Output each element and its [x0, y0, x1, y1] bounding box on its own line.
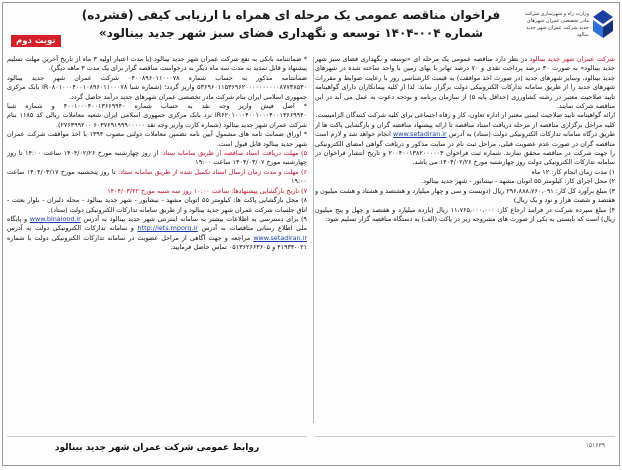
company-logo-icon [591, 9, 615, 39]
item9-text-end: مراجعه و جهت آگاهی از مراحل عضویت در سامانه تدارکات الکترونیکی دولت با شماره ۰۲۱-۴۱۹۳۴ و ۰۵۱۳۶۲۶۶۳۶۰۵ تماس حاصل فرمایید. [7, 233, 307, 252]
item-document-deadline [7, 149, 307, 168]
tender-advertisement [2, 2, 620, 466]
item-location: ۲) محل اجرای کار: کیلومتر ۵۵ اتوبان مشهد - نیشابور - شهر جدید بینالود. [421, 177, 615, 186]
intro-paragraph [315, 55, 615, 111]
account-paragraph: ضمانتنامه مذکور به حساب شماره ۰۴۰۰۸۹۶۰۱۱۰۰۰۷۸ شرکت عمران شهر جدید بینالود ۵۳۶۹۶۰۱۱۵۳۶۹۶۲۰۰۰۰۰۰۰۰۰۰۸۷۷۳۸۵۳۰ واریز گردد؛ (شماره شبا IR۰۸۰۱۰۰۰۴۰۰۱۰۸۹۶۰۱۱۰۰۰۷۸ بانک مرکزی جمهوری اسلامی ایران بنام شرکت مادر تخصصی عمران شهرهای جدید درآمد حاصل گردد. [7, 73, 307, 101]
intro-brand: شرکت عمران شهر جدید بینالود [529, 55, 615, 63]
logo [523, 7, 615, 47]
item-opening-location: ۸) محل بازگشایی پاکت ها: کیلومتر ۵۵ اتوبان مشهد - نیشابور - شهر جدید بینالود - محله دلبران - بلوار بعثت - اتاق جلسات شرکت عمران شهر جدید بینالود و از طریق سامانه تدارکات الکترونیکی دولت (ستاد). [7, 196, 307, 214]
left-column [7, 55, 307, 425]
process-text-end: انجام خواهد شد و لازم است مناقصه گران در صورت عدم عضویت قبلی، مراحل ثبت نام در سایت مذکور و دریافت گواهی امضای الکترونیکی را جهت شرکت در مناقصه محقق سازند. شماره ثبت فراخوان ۲۰۰۴۰۰۱۳۸۲۰۰۰۰۰۳ و تاریخ انتشار فراخوان در سامانه تدارکات الکترونیکی دولت روز چهارشنبه مورخ ۱۴۰۴/۰۲/۲۶ می باشد. [315, 130, 615, 167]
process-text-start: کلیه مراحل برگزاری مناقصه از مرحله دریافت اسناد مناقصه تا ارائه پیشنهاد مناقصه گران و بازگشایی پاکت ها از طریق درگاه سامانه تدارکات الکترونیکی دولت (ستاد) به آدرس [315, 120, 615, 139]
item6-text: تا روز پنجشنبه مورخ ۱۴۰۴/۰۳/۱۷ ساعت ۱۹:۰۰ [7, 167, 307, 186]
item-submission-deadline [7, 168, 307, 187]
round-badge: نوبت دوم [11, 35, 61, 47]
header [5, 5, 617, 53]
footer-code: ۱۵۱۶۳۹ [585, 442, 605, 449]
cash-deposit-paragraph: * اصل فیش واریز وجه نقد به حساب شماره ۴۰۰۱۰۰۰۴۰۰۱۳۶۶۹۹۴۰ و شماره شبا IR۶۲۰۱۰۰۰۴۰۰۱۰۰۰۴۰۰۱۳۶۶۹۹۴۰ نزد بانک مرکزی جمهوری اسلامی ایران شعبه معاملات ریالی کد ۱۱۸۵ بنام شرکت عمران شهر جدید بینالود (شماره کارت واریز وجه نقد ۶۰۳۷۶۹۱۹۹۹۰۰۰۰۰ ۲۷۶۳۹۹۲۰۰). [7, 102, 307, 129]
item-deposit: ۴) مبلغ سپرده شرکت در فرایند ارجاع کار: ۱۱،۷۶۵،۰۰۰،۰۰۰ ریال (یازده میلیارد و هفتصد و چهل و پنج میلیون ریال) است که بایستی به یکی از صورت های مشروحه زیر در پاکت (الف) به دستگاه مناقصه گزار تسلیم شود: [315, 205, 615, 223]
setadiran-link-2[interactable]: www.setadiran.ir [253, 233, 307, 242]
logo-text: وزارت راه و شهرسازی شرکت مادر تخصصی عمران شهرهای جدید شرکت عمران شهر جدید بینالود [524, 11, 589, 38]
guarantee-paragraph: * ضمانتنامه بانکی به نفع شرکت عمران شهر جدید بینالود (با مدت اعتبار اولیه ۳ ماه از تاریخ آخرین مهلت تسلیم پیشنهاد و قابل تمدید به مدت سه ماه دیگر به درخواست مناقصه گزار برای یک مدت ۳ ماهه دیگر). [7, 55, 307, 73]
footer-right-band [315, 436, 615, 459]
safety-paragraph: ارائه گواهینامه تایید صلاحیت ایمنی معتبر از اداره تعاون، کار و رفاه اجتماعی برای کلیه شرکت کنندگان الزامیست. [315, 111, 615, 120]
process-paragraph [315, 121, 615, 168]
title-line-2: شماره ۰۰۴-۱۴۰۴ توسعه و نگهداری فضای سبز شهر جدید بینالود» [98, 26, 484, 40]
column-divider [313, 57, 314, 423]
binalood-link[interactable]: www.binalood.ir [29, 214, 81, 223]
public-relations-footer: روابط عمومی شرکت عمران شهر جدید بینالود [7, 436, 307, 459]
item5-text: از روز چهارشنبه مورخ ۱۴۰۴/۰۲/۲۶ ساعت ۱۴:۰۰ تا روز چهارشنبه مورخ ۱۴۰۴/۰۳/۰۷ ساعت ۱۹:۰۰ [7, 149, 307, 167]
item6-title: ۶) مهلت و مدت زمان ارسال اسناد تکمیل شده از طریق سامانه ستاد: [117, 167, 307, 176]
iets-link[interactable]: http://iets.mporg.ir [137, 224, 198, 233]
item9-text-start: ۹) برای دسترسی به اطلاعات بیشتر به سامانه اینترنتی شهر جدید بینالود به آدرس [83, 214, 307, 223]
item-more-info [7, 215, 307, 253]
item5-title: ۵) مهلت دریافت اسناد مناقصه از طریق سامانه ستاد: [160, 149, 307, 158]
setadiran-link[interactable]: www.setadiran.ir [393, 130, 447, 139]
item-opening-date: ۷) تاریخ بازگشایی پیشنهادها: ساعت ۱۰:۰۰ روز سه شنبه مورخ ۱۴۰۴/۰۳/۲۲ [107, 186, 307, 195]
item9-text-mid: و پایگاه ملی اطلاع رسانی مناقصات به آدرس [7, 214, 307, 233]
item9-text-mid2: و سامانه تدارکات الکترونیکی دولت به آدرس [7, 224, 134, 233]
bonds-paragraph: * اوراق ضمانت نامه های مشمول آیین نامه تضمین معاملات دولتی مصوب ۱۳۹۴ با اخذ موافقت شرکت عمران شهر جدید بینالود قابل قبول است. [7, 130, 307, 148]
intro-text: در نظر دارد مناقصه عمومی یک مرحله ای «توسعه و نگهداری فضای سبز شهر جدید بینالود» به صورت ۳۰ درصد پرداخت نقدی و ۷۰ درصد تهاتر با بهای زمین با واحد ساخته شده در شهرهای جدید بینالود، وسایر شهرهای جدید (در صورت اخذ موافقت) به قیمت کارشناسی روز با رعایت ضوابط و مقررات شهرهای جدید را از طریق سامانه تدارکات الکترونیکی دولت برگزار نماید. لذا از کلیه پیمانکاران دارای گواهینامه تایید صلاحیت معتبر در رشته کشاورزی (حداقل پایه ۵) از سازمان برنامه و بودجه دعوت به عمل می آید در این مناقصه شرکت نمایند. [315, 55, 615, 111]
item-estimate: ۳) مبلغ برآورد کل کار: ۲۹۶،۸۸۸،۷۶۰،۰۹۱ ریال (دویست و سی و چهار میلیارد و هشتصد و هشتاد و هشت میلیون و هفتصد و شصت هزار و نود و یک ریال) [315, 186, 615, 205]
right-column [315, 55, 615, 425]
title-line-1: فراخوان مناقصه عمومی یک مرحله ای همراه با ارزیابی کیفی (فشرده) [81, 8, 501, 22]
item-duration: ۱) مدت زمان انجام کار: ۱۲ ماه [531, 167, 615, 176]
